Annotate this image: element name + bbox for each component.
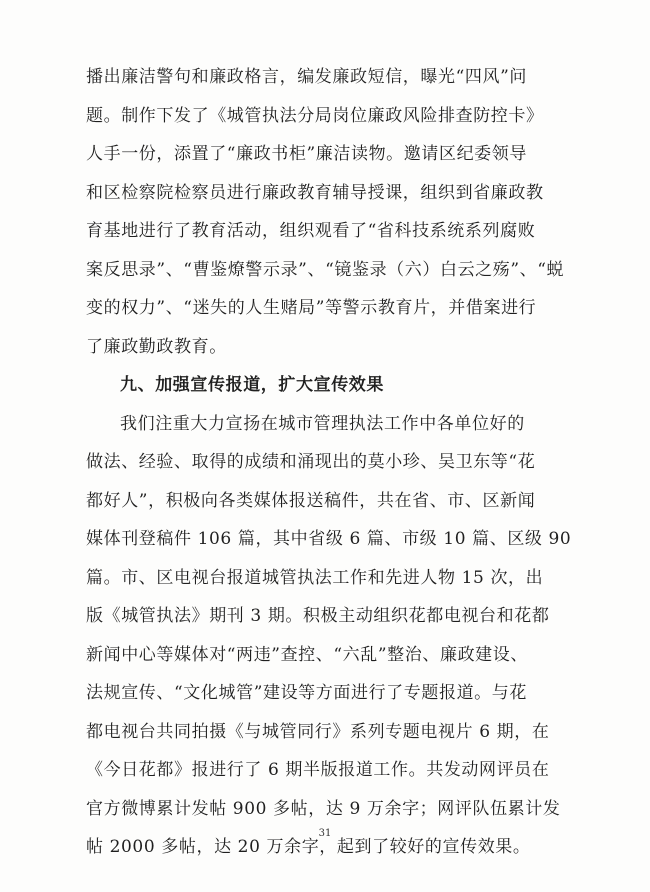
text-line: 新闻中心等媒体对“两违”查控、“六乱”整治、廉政建设、 — [86, 644, 528, 665]
text-line: 篇。市、区电视台报道城管执法工作和先进人物 15 次，出 — [86, 567, 544, 588]
text-line: 做法、经验、取得的成绩和涌现出的莫小珍、吴卫东等“花 — [86, 452, 536, 472]
text-line: 了廉政勤政教育。 — [86, 336, 227, 357]
text-line: 题。制作下发了《城管执法分局岗位廉政风险排查防控卡》 — [86, 105, 544, 126]
text-line: 法规宣传、“文化城管”建设等方面进行了专题报道。与花 — [86, 683, 527, 703]
text-line: 媒体刊登稿件 106 篇，其中省级 6 篇、市级 10 篇、区级 90 — [86, 529, 572, 549]
text-line: 我们注重大力宣扬在城市管理执法工作中各单位好的 — [120, 413, 525, 434]
section-heading: 九、加强宣传报道，扩大宣传效果 — [120, 375, 384, 395]
text-line: 变的权力”、“迷失的人生赌局”等警示教育片，并借案进行 — [86, 298, 537, 318]
text-line: 都电视台共同拍摄《与城管同行》系列专题电视片 6 期，在 — [86, 721, 550, 742]
page-number: 31 — [318, 828, 332, 839]
text-line: 播出廉洁警句和廉政格言，编发廉政短信，曝光“四风”问 — [86, 67, 527, 87]
text-line: 帖 2000 多帖，达 20 万余字，起到了较好的宣传效果。 — [86, 837, 531, 857]
text-line: 人手一份，添置了“廉政书柜”廉洁读物。邀请区纪委领导 — [86, 144, 527, 164]
text-line: 《今日花都》报进行了 6 期半版报道工作。共发动网评员在 — [86, 760, 550, 780]
text-line: 案反思录”、“曹鉴燎警示录”、“镜鉴录（六）白云之殇”、“蜕 — [86, 259, 565, 280]
body-text — [86, 58, 572, 867]
text-line: 育基地进行了教育活动，组织观看了“省科技系统系列腐败 — [86, 221, 536, 241]
text-line: 官方微博累计发帖 900 多帖，达 9 万余字；网评队伍累计发 — [86, 798, 561, 819]
text-line: 版《城管执法》期刊 3 期。积极主动组织花都电视台和花都 — [86, 606, 550, 626]
text-line: 和区检察院检察员进行廉政教育辅导授课，组织到省廉政教 — [86, 182, 544, 203]
text-line: 都好人”，积极向各类媒体报送稿件，共在省、市、区新闻 — [86, 490, 536, 511]
